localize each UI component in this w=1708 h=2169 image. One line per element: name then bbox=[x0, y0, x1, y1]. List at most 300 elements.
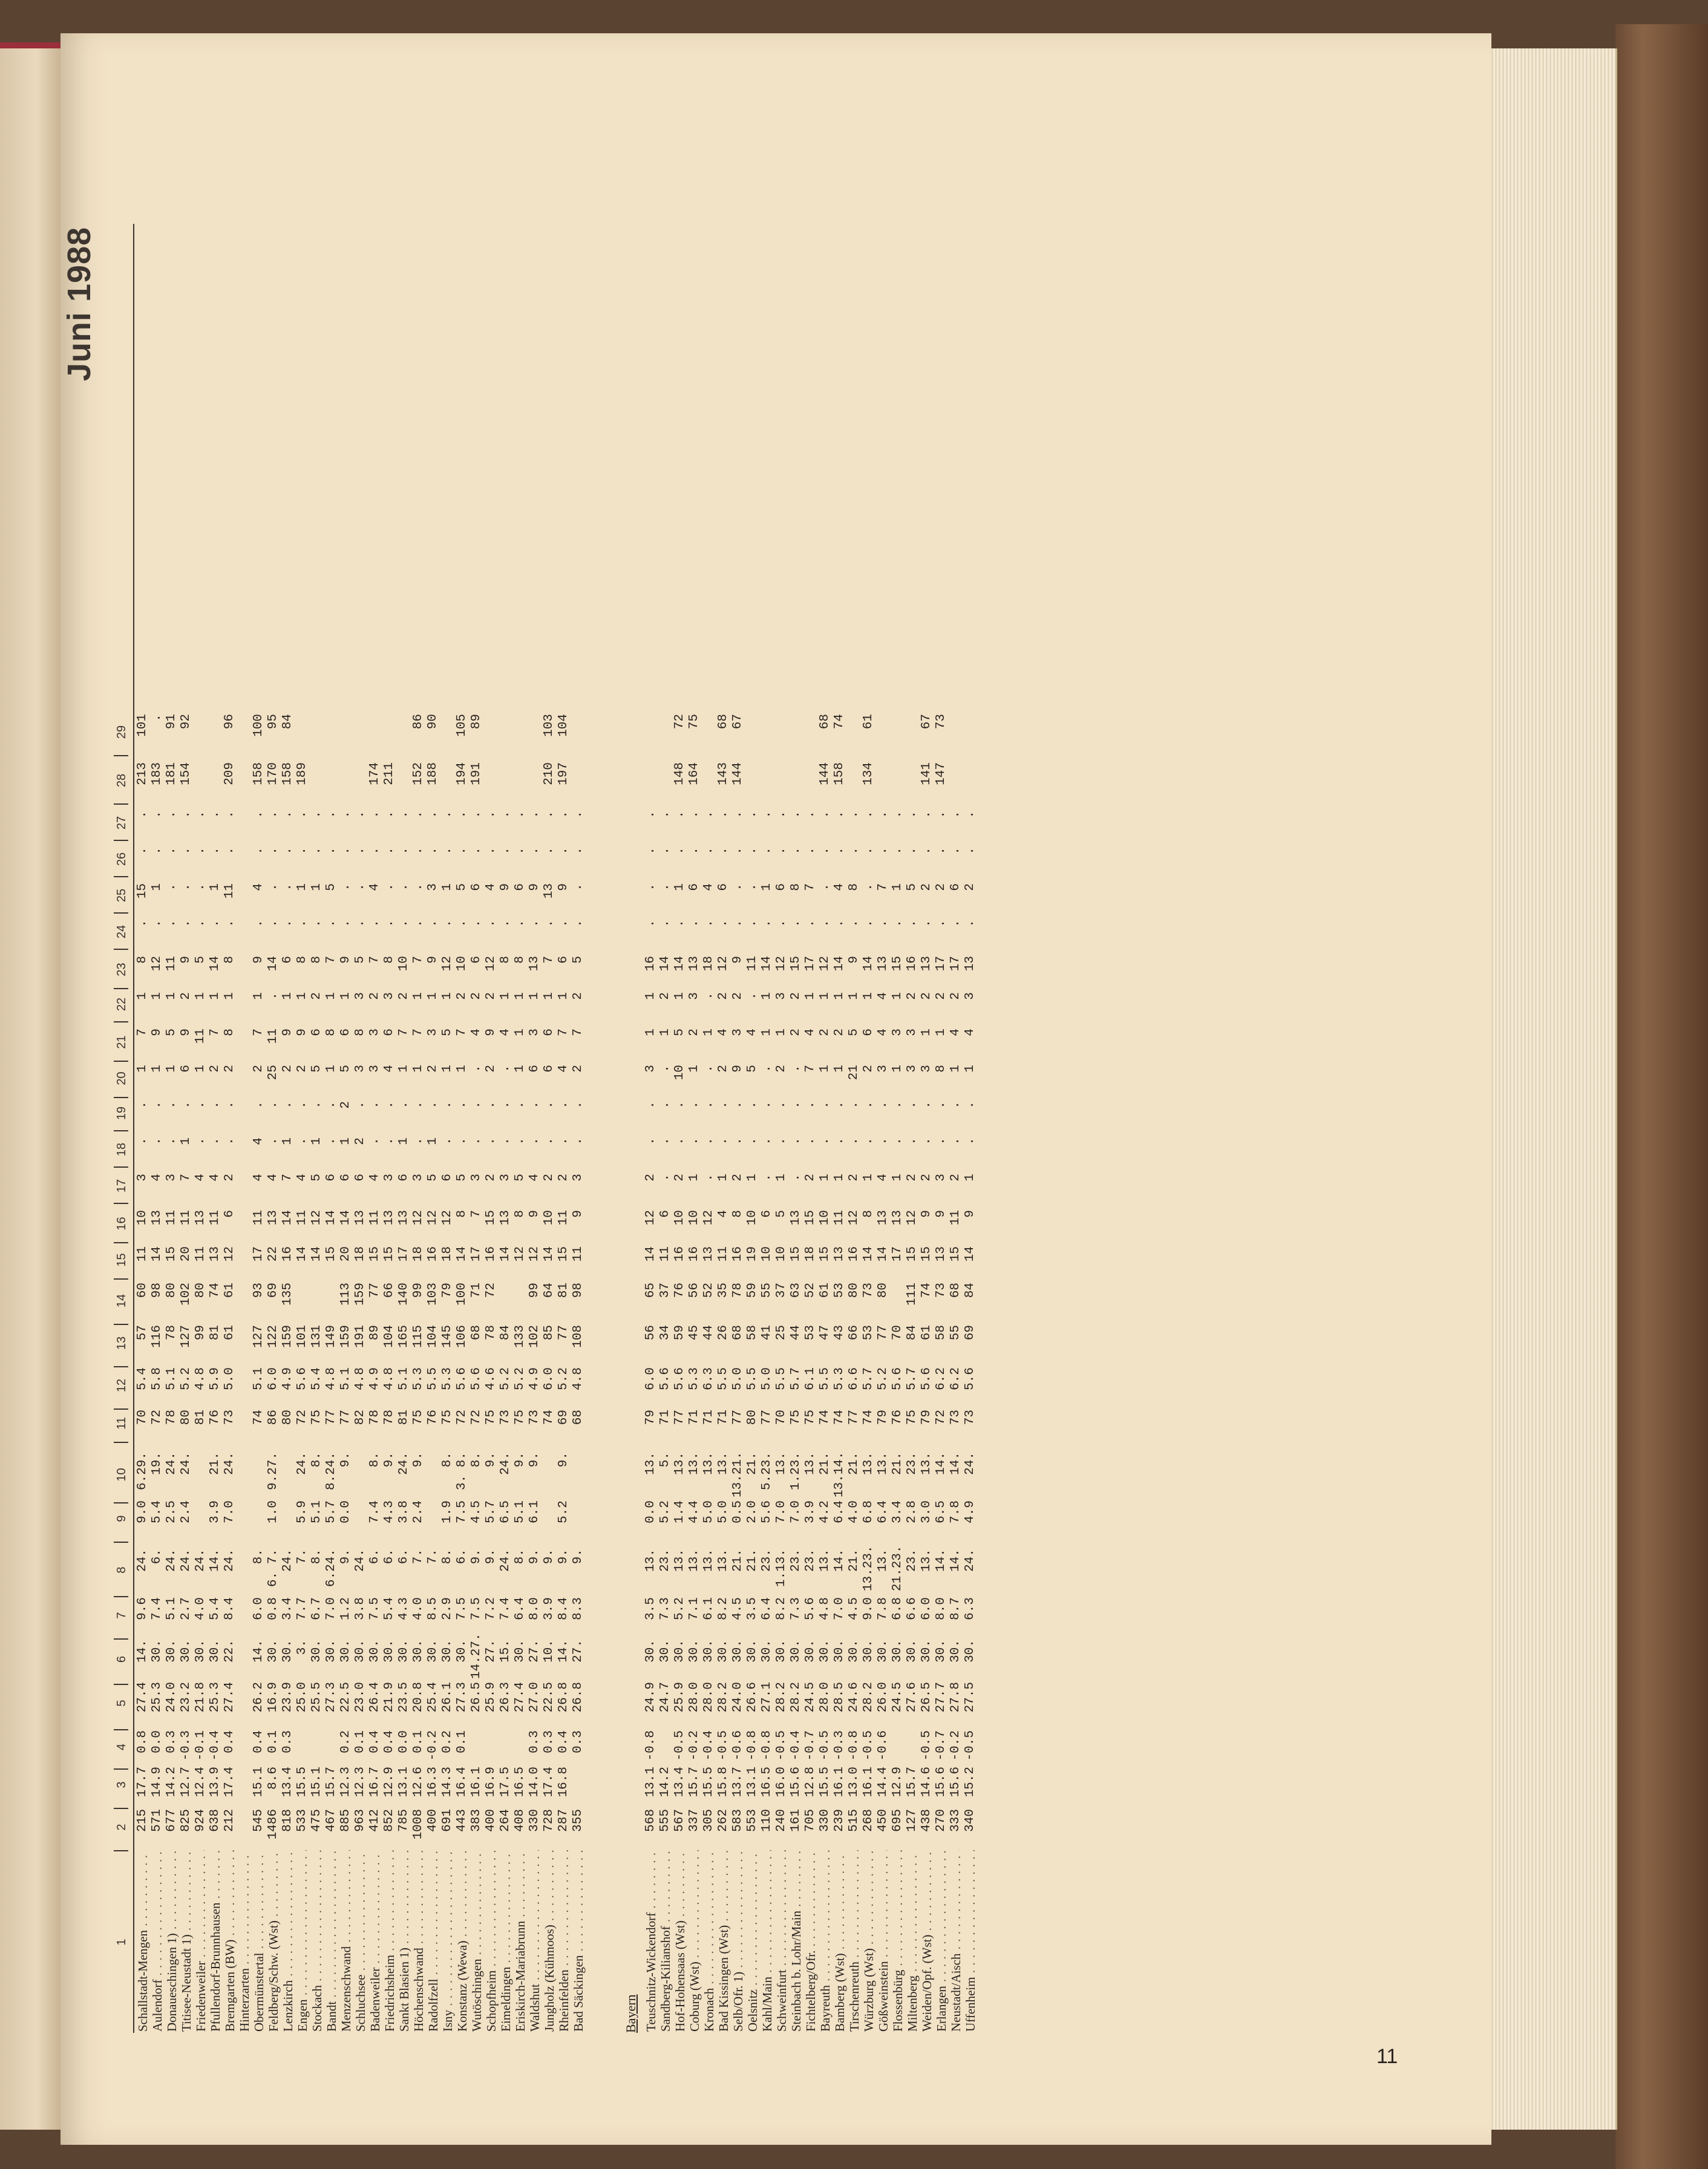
column-header-1: 1 bbox=[115, 1938, 128, 1946]
cell-col-19: . bbox=[528, 1101, 542, 1109]
header-separator bbox=[114, 1442, 128, 1443]
cell-col-6: 14. bbox=[252, 1640, 266, 1663]
cell-col-14: 76 bbox=[673, 1283, 687, 1298]
page-title: Juni 1988 bbox=[61, 226, 97, 381]
cell-col-12: 5.1 bbox=[397, 1367, 411, 1390]
cell-col-19: . bbox=[818, 1101, 832, 1109]
cell-col-23: 8 bbox=[499, 956, 512, 964]
cell-col-21: 9 bbox=[179, 1029, 193, 1036]
cell-col-23: 6 bbox=[281, 956, 295, 964]
cell-col-2: 467 bbox=[324, 1809, 338, 1832]
cell-col-3: 14.0 bbox=[528, 1767, 542, 1798]
cell-col-7: 6.8 bbox=[891, 1597, 905, 1620]
cell-col-26: . bbox=[194, 847, 208, 855]
cell-col-11: 72 bbox=[455, 1410, 469, 1425]
cell-col-2: 553 bbox=[745, 1809, 759, 1832]
cell-col-7: 1.2 bbox=[339, 1597, 353, 1620]
cell-col-2: 400 bbox=[426, 1809, 440, 1832]
cell-col-25: . bbox=[339, 883, 353, 891]
cell-col-11: 80 bbox=[745, 1410, 759, 1425]
cell-col-11: 79 bbox=[920, 1410, 934, 1425]
table-row bbox=[644, 218, 658, 2033]
cell-col-14: 135 bbox=[281, 1283, 295, 1306]
cell-col-8: 6. bbox=[368, 1549, 382, 1565]
column-header-12: 12 bbox=[115, 1378, 128, 1393]
cell-col-9: 3.9 bbox=[208, 1500, 222, 1523]
cell-col-20: 2 bbox=[862, 1065, 875, 1073]
column-header-29: 29 bbox=[115, 725, 128, 739]
cell-col-19: . bbox=[281, 1101, 295, 1109]
cell-col-20: 2 bbox=[484, 1065, 498, 1073]
cell-col-13: 44 bbox=[789, 1325, 803, 1341]
cell-col-18: . bbox=[136, 1137, 149, 1145]
cell-col-22: 2 bbox=[905, 992, 919, 1000]
cell-col-7: 7.4 bbox=[499, 1597, 512, 1620]
cell-col-7: 3.8 bbox=[353, 1597, 367, 1620]
cell-col-7: 7.1 bbox=[687, 1597, 701, 1620]
cell-col-20: 3 bbox=[644, 1065, 658, 1073]
cell-col-29: 74 bbox=[833, 714, 846, 730]
station-name: Schopfheim . . . bbox=[484, 1850, 499, 2032]
cell-col-2: 408 bbox=[513, 1809, 527, 1832]
cell-col-20: 3 bbox=[905, 1065, 919, 1073]
header-separator bbox=[114, 1408, 128, 1410]
cell-col-25: 4 bbox=[833, 883, 846, 891]
cell-col-20: 5 bbox=[310, 1065, 324, 1073]
table-row bbox=[223, 218, 237, 2033]
cell-col-7: 8.4 bbox=[223, 1597, 237, 1620]
cell-col-22: 2 bbox=[397, 992, 411, 1000]
cell-col-13: 122 bbox=[266, 1325, 280, 1348]
cell-col-26: . bbox=[208, 847, 222, 855]
table-row bbox=[310, 218, 324, 2033]
cell-col-24: . bbox=[426, 920, 440, 927]
cell-col-20: 2 bbox=[223, 1065, 237, 1073]
cell-col-10: 1.23. bbox=[789, 1452, 803, 1491]
cell-col-9: 4.0 bbox=[847, 1500, 861, 1523]
cell-col-16: 9 bbox=[528, 1210, 542, 1218]
cell-col-7: 2.9 bbox=[440, 1597, 454, 1620]
cell-col-19: 2 bbox=[339, 1101, 353, 1109]
cell-col-24: . bbox=[789, 920, 803, 927]
header-separator bbox=[114, 1242, 128, 1243]
cell-col-12: 5.0 bbox=[760, 1367, 774, 1390]
cell-col-27: . bbox=[528, 811, 542, 819]
cell-col-14: 73 bbox=[862, 1283, 875, 1298]
cell-col-26: . bbox=[571, 847, 585, 855]
cell-col-20: 1 bbox=[513, 1065, 527, 1073]
cell-col-8: 8. bbox=[513, 1549, 527, 1565]
cell-col-6: 14.27. bbox=[470, 1633, 483, 1679]
cell-col-2: 728 bbox=[542, 1809, 556, 1832]
cell-col-7: 8.5 bbox=[426, 1597, 440, 1620]
cell-col-10: 8. bbox=[310, 1452, 324, 1468]
cell-col-16: 14 bbox=[324, 1210, 338, 1226]
cell-col-25: . bbox=[745, 883, 759, 891]
cell-col-3: 12.7 bbox=[179, 1767, 193, 1798]
cell-col-13: 45 bbox=[687, 1325, 701, 1341]
cell-col-18: . bbox=[833, 1137, 846, 1145]
cell-col-10: 14. bbox=[949, 1452, 963, 1475]
cell-col-8: 13. bbox=[876, 1549, 890, 1572]
cell-col-8: 7. bbox=[295, 1549, 309, 1565]
cell-col-12: 5.6 bbox=[455, 1367, 469, 1390]
cell-col-27: . bbox=[949, 811, 963, 819]
cell-col-25: 13 bbox=[542, 883, 556, 899]
cell-col-27: . bbox=[499, 811, 512, 819]
cell-col-7: 7.4 bbox=[150, 1597, 164, 1620]
cell-col-8: 6. bbox=[397, 1549, 411, 1565]
cell-col-13: 34 bbox=[658, 1325, 672, 1341]
cell-col-24: . bbox=[760, 920, 774, 927]
cell-col-22: 1 bbox=[150, 992, 164, 1000]
cell-col-26: . bbox=[426, 847, 440, 855]
station-name: Schluchsee . . . bbox=[353, 1850, 368, 2032]
cell-col-13: 44 bbox=[702, 1325, 716, 1341]
cell-col-17: 2 bbox=[644, 1174, 658, 1182]
cell-col-27: . bbox=[150, 811, 164, 819]
cell-col-8: 23. bbox=[760, 1549, 774, 1572]
cell-col-2: 545 bbox=[252, 1809, 266, 1832]
cell-col-24: . bbox=[440, 920, 454, 927]
cell-col-14: 72 bbox=[484, 1283, 498, 1298]
cell-col-11: 76 bbox=[426, 1410, 440, 1425]
cell-col-6: 30. bbox=[165, 1640, 178, 1663]
cell-col-6: 30. bbox=[426, 1640, 440, 1663]
cell-col-18: . bbox=[774, 1137, 788, 1145]
cell-col-14: 98 bbox=[571, 1283, 585, 1298]
cell-col-2: 355 bbox=[571, 1809, 585, 1832]
table-row bbox=[731, 218, 745, 2033]
cell-col-26: . bbox=[789, 847, 803, 855]
cell-col-5: 27.1 bbox=[760, 1682, 774, 1713]
cell-col-29: 100 bbox=[252, 714, 266, 737]
cell-col-25: . bbox=[382, 883, 396, 891]
cell-col-9: 9.0 bbox=[136, 1500, 149, 1523]
cell-col-17: 3 bbox=[470, 1174, 483, 1182]
cell-col-16: 9 bbox=[920, 1210, 934, 1218]
cell-col-3: 13.1 bbox=[745, 1767, 759, 1798]
cell-col-11: 73 bbox=[499, 1410, 512, 1425]
cell-col-23: 17 bbox=[934, 956, 948, 972]
cell-col-5: 25.9 bbox=[484, 1682, 498, 1713]
cell-col-11: 73 bbox=[949, 1410, 963, 1425]
cell-col-21: 6 bbox=[310, 1029, 324, 1036]
cell-col-2: 333 bbox=[949, 1809, 963, 1832]
cell-col-9: 4.2 bbox=[818, 1500, 832, 1523]
cell-col-17: 2 bbox=[803, 1174, 817, 1182]
cell-col-24: . bbox=[963, 920, 977, 927]
cell-col-15: 15 bbox=[382, 1246, 396, 1262]
station-name: Eriskirch-Mariabrunn . . . bbox=[513, 1850, 528, 2032]
table-row bbox=[368, 218, 382, 2033]
cell-col-22: 3 bbox=[687, 992, 701, 1000]
cell-col-5: 27.5 bbox=[963, 1682, 977, 1713]
cell-col-14: 80 bbox=[165, 1283, 178, 1298]
cell-col-26: . bbox=[847, 847, 861, 855]
station-name: Engen . . . bbox=[295, 1850, 310, 2032]
cell-col-12: 5.2 bbox=[557, 1367, 571, 1390]
station-name: Badenweiler . . . bbox=[368, 1850, 383, 2032]
cell-col-15: 11 bbox=[716, 1246, 730, 1262]
cell-col-18: . bbox=[150, 1137, 164, 1145]
cell-col-17: 1 bbox=[963, 1174, 977, 1182]
cell-col-19: . bbox=[411, 1101, 425, 1109]
cell-col-24: . bbox=[281, 920, 295, 927]
cell-col-23: 9 bbox=[252, 956, 266, 964]
cell-col-3: 14.9 bbox=[150, 1767, 164, 1798]
cell-col-13: 101 bbox=[295, 1325, 309, 1348]
cell-col-8: 9. bbox=[542, 1549, 556, 1565]
cell-col-7: 9.0 bbox=[862, 1597, 875, 1620]
cell-col-14: 56 bbox=[687, 1283, 701, 1298]
cell-col-3: 16.0 bbox=[774, 1767, 788, 1798]
cell-col-9: 5.7 bbox=[324, 1500, 338, 1523]
cell-col-29: 96 bbox=[223, 714, 237, 730]
cell-col-3: 15.7 bbox=[687, 1767, 701, 1798]
cell-col-19: . bbox=[150, 1101, 164, 1109]
cell-col-23: 8 bbox=[513, 956, 527, 964]
cell-col-15: 18 bbox=[411, 1246, 425, 1262]
cell-col-15: 16 bbox=[687, 1246, 701, 1262]
cell-col-26: . bbox=[353, 847, 367, 855]
cell-col-18: 1 bbox=[339, 1137, 353, 1145]
cell-col-14: 113 bbox=[339, 1283, 353, 1306]
cell-col-15: 17 bbox=[397, 1246, 411, 1262]
cell-col-2: 568 bbox=[644, 1809, 658, 1832]
cell-col-21: 1 bbox=[774, 1029, 788, 1036]
cell-col-12: 6.6 bbox=[847, 1367, 861, 1390]
cell-col-9: 7.0 bbox=[223, 1500, 237, 1523]
station-name: Hof-Hohensaas (Wst) . . . bbox=[673, 1850, 688, 2032]
cell-col-12: 5.6 bbox=[470, 1367, 483, 1390]
cell-col-19: . bbox=[484, 1101, 498, 1109]
table-row bbox=[513, 218, 528, 2033]
cell-col-18: . bbox=[208, 1137, 222, 1145]
cell-col-25: . bbox=[731, 883, 745, 891]
cell-col-27: . bbox=[687, 811, 701, 819]
cell-col-8: 9. bbox=[557, 1549, 571, 1565]
cell-col-28: 197 bbox=[557, 762, 571, 785]
column-header-27: 27 bbox=[115, 816, 128, 830]
cell-col-20: 1 bbox=[891, 1065, 905, 1073]
cell-col-7: 6.1 bbox=[702, 1597, 716, 1620]
cell-col-16: 12 bbox=[310, 1210, 324, 1226]
cell-col-15: 13 bbox=[702, 1246, 716, 1262]
table-row bbox=[774, 218, 789, 2033]
cell-col-24: . bbox=[223, 920, 237, 927]
cell-col-7: 6.4 bbox=[760, 1597, 774, 1620]
cell-col-28: 189 bbox=[295, 762, 309, 785]
header-separator bbox=[114, 1542, 128, 1543]
cell-col-2: 264 bbox=[499, 1809, 512, 1832]
cell-col-4: 0.1 bbox=[411, 1730, 425, 1753]
cell-col-5: 25.0 bbox=[295, 1682, 309, 1713]
cell-col-9: 3.9 bbox=[803, 1500, 817, 1523]
cell-col-12: 5.6 bbox=[891, 1367, 905, 1390]
cell-col-19: . bbox=[963, 1101, 977, 1109]
cell-col-23: 9 bbox=[179, 956, 193, 964]
cell-col-13: 81 bbox=[208, 1325, 222, 1341]
cell-col-21: 6 bbox=[339, 1029, 353, 1036]
cell-col-28: 144 bbox=[818, 762, 832, 785]
cell-col-3: 15.8 bbox=[716, 1767, 730, 1798]
cell-col-23: 7 bbox=[368, 956, 382, 964]
cell-col-12: 5.6 bbox=[920, 1367, 934, 1390]
cell-col-27: . bbox=[760, 811, 774, 819]
cell-col-21: 1 bbox=[702, 1029, 716, 1036]
cell-col-3: 17.4 bbox=[223, 1767, 237, 1798]
cell-col-12: 5.6 bbox=[673, 1367, 687, 1390]
cell-col-26: . bbox=[949, 847, 963, 855]
cell-col-7: 4.0 bbox=[411, 1597, 425, 1620]
cell-col-8: 1.13. bbox=[774, 1549, 788, 1588]
cell-col-22: 1 bbox=[281, 992, 295, 1000]
cell-col-2: 450 bbox=[876, 1809, 890, 1832]
cell-col-20: 6 bbox=[528, 1065, 542, 1073]
cell-col-4: -0.5 bbox=[920, 1730, 934, 1761]
cell-col-23: 11 bbox=[745, 956, 759, 972]
cell-col-23: 14 bbox=[208, 956, 222, 972]
table-row bbox=[920, 218, 934, 2033]
table-row bbox=[934, 218, 949, 2033]
cell-col-21: 6 bbox=[382, 1029, 396, 1036]
cell-col-2: 785 bbox=[397, 1809, 411, 1832]
cell-col-4: 0.0 bbox=[150, 1730, 164, 1753]
cell-col-24: . bbox=[411, 920, 425, 927]
cell-col-26: . bbox=[179, 847, 193, 855]
cell-col-14: 35 bbox=[716, 1283, 730, 1298]
column-header-14: 14 bbox=[115, 1294, 128, 1308]
cell-col-7: 6.7 bbox=[310, 1597, 324, 1620]
cell-col-16: 10 bbox=[673, 1210, 687, 1226]
cell-col-4: -0.4 bbox=[208, 1730, 222, 1761]
cell-col-26: . bbox=[440, 847, 454, 855]
cell-col-10: 24. bbox=[295, 1452, 309, 1475]
cell-col-16: 10 bbox=[136, 1210, 149, 1226]
cell-col-8: 14. bbox=[934, 1549, 948, 1572]
cell-col-20: 25 bbox=[266, 1065, 280, 1081]
cell-col-9: 6.5 bbox=[934, 1500, 948, 1523]
cell-col-10: 5.23. bbox=[760, 1452, 774, 1491]
cell-col-8: 6. bbox=[455, 1549, 469, 1565]
cell-col-4: -0.6 bbox=[731, 1730, 745, 1761]
station-name: Kahl/Main . . . bbox=[760, 1850, 775, 2032]
cell-col-13: 41 bbox=[760, 1325, 774, 1341]
cell-col-29: 73 bbox=[934, 714, 948, 730]
cell-col-11: 74 bbox=[833, 1410, 846, 1425]
cell-col-9: 3.0 bbox=[920, 1500, 934, 1523]
cell-col-16: 13 bbox=[499, 1210, 512, 1226]
cell-col-15: 10 bbox=[760, 1246, 774, 1262]
cell-col-18: . bbox=[499, 1137, 512, 1145]
cell-col-8: 8. bbox=[440, 1549, 454, 1565]
cell-col-21: 4 bbox=[876, 1029, 890, 1036]
cell-col-6: 30. bbox=[411, 1640, 425, 1663]
cell-col-21: 8 bbox=[223, 1029, 237, 1036]
cell-col-11: 75 bbox=[484, 1410, 498, 1425]
cell-col-8: 24. bbox=[353, 1549, 367, 1572]
cell-col-13: 55 bbox=[949, 1325, 963, 1341]
cell-col-5: 27.6 bbox=[905, 1682, 919, 1713]
cell-col-21: 1 bbox=[658, 1029, 672, 1036]
table-row bbox=[484, 218, 499, 2033]
cell-col-24: . bbox=[891, 920, 905, 927]
cell-col-20: 1 bbox=[963, 1065, 977, 1073]
cell-col-27: . bbox=[847, 811, 861, 819]
cell-col-23: 15 bbox=[789, 956, 803, 972]
cell-col-14: 103 bbox=[426, 1283, 440, 1306]
cell-col-20: 2 bbox=[571, 1065, 585, 1073]
cell-col-21: 7 bbox=[571, 1029, 585, 1036]
cell-col-22: 1 bbox=[252, 992, 266, 1000]
cell-col-27: . bbox=[644, 811, 658, 819]
cell-col-14: 68 bbox=[949, 1283, 963, 1298]
cell-col-4: -0.8 bbox=[760, 1730, 774, 1761]
cell-col-5: 23.2 bbox=[179, 1682, 193, 1713]
cell-col-9: 2.4 bbox=[411, 1500, 425, 1523]
cell-col-27: . bbox=[397, 811, 411, 819]
table-row bbox=[353, 218, 368, 2033]
cell-col-4: -0.4 bbox=[702, 1730, 716, 1761]
cell-col-22: 1 bbox=[426, 992, 440, 1000]
cell-col-11: 79 bbox=[876, 1410, 890, 1425]
cell-col-14: 55 bbox=[760, 1283, 774, 1298]
cell-col-18: . bbox=[513, 1137, 527, 1145]
column-header-21: 21 bbox=[115, 1035, 128, 1049]
cell-col-29: 86 bbox=[411, 714, 425, 730]
cell-col-20: 1 bbox=[440, 1065, 454, 1073]
cell-col-18: 2 bbox=[353, 1137, 367, 1145]
cell-col-18: . bbox=[368, 1137, 382, 1145]
cell-col-11: 70 bbox=[136, 1410, 149, 1425]
cell-col-12: 6.0 bbox=[542, 1367, 556, 1390]
cell-col-21: 4 bbox=[716, 1029, 730, 1036]
cell-col-6: 30. bbox=[833, 1640, 846, 1663]
cell-col-18: . bbox=[223, 1137, 237, 1145]
cell-col-15: 16 bbox=[673, 1246, 687, 1262]
cell-col-8: 23. bbox=[658, 1549, 672, 1572]
cell-col-23: 14 bbox=[760, 956, 774, 972]
cell-col-7: 8.0 bbox=[528, 1597, 542, 1620]
column-header-13: 13 bbox=[115, 1336, 128, 1350]
cell-col-8: 14. bbox=[949, 1549, 963, 1572]
cell-col-6: 30. bbox=[687, 1640, 701, 1663]
cell-col-19: . bbox=[731, 1101, 745, 1109]
cell-col-21: 5 bbox=[440, 1029, 454, 1036]
cell-col-14: 140 bbox=[397, 1283, 411, 1306]
cell-col-19: . bbox=[223, 1101, 237, 1109]
cell-col-5: 28.2 bbox=[716, 1682, 730, 1713]
cell-col-26: . bbox=[644, 847, 658, 855]
cell-col-14: 80 bbox=[876, 1283, 890, 1298]
cell-col-10: 9. bbox=[382, 1452, 396, 1468]
cell-col-15: 14 bbox=[644, 1246, 658, 1262]
cell-col-21: 3 bbox=[905, 1029, 919, 1036]
table-row bbox=[136, 218, 150, 2033]
cell-col-19: . bbox=[165, 1101, 178, 1109]
cell-col-22: 2 bbox=[934, 992, 948, 1000]
cell-col-27: . bbox=[876, 811, 890, 819]
cell-col-21: 6 bbox=[862, 1029, 875, 1036]
cell-col-25: 6 bbox=[513, 883, 527, 891]
cell-col-25: 11 bbox=[223, 883, 237, 899]
cell-col-19: . bbox=[658, 1101, 672, 1109]
cell-col-13: 84 bbox=[905, 1325, 919, 1341]
cell-col-23: 6 bbox=[557, 956, 571, 964]
column-header-9: 9 bbox=[115, 1515, 128, 1522]
station-name: Teuschnitz-Wickendorf . . . bbox=[644, 1850, 659, 2032]
